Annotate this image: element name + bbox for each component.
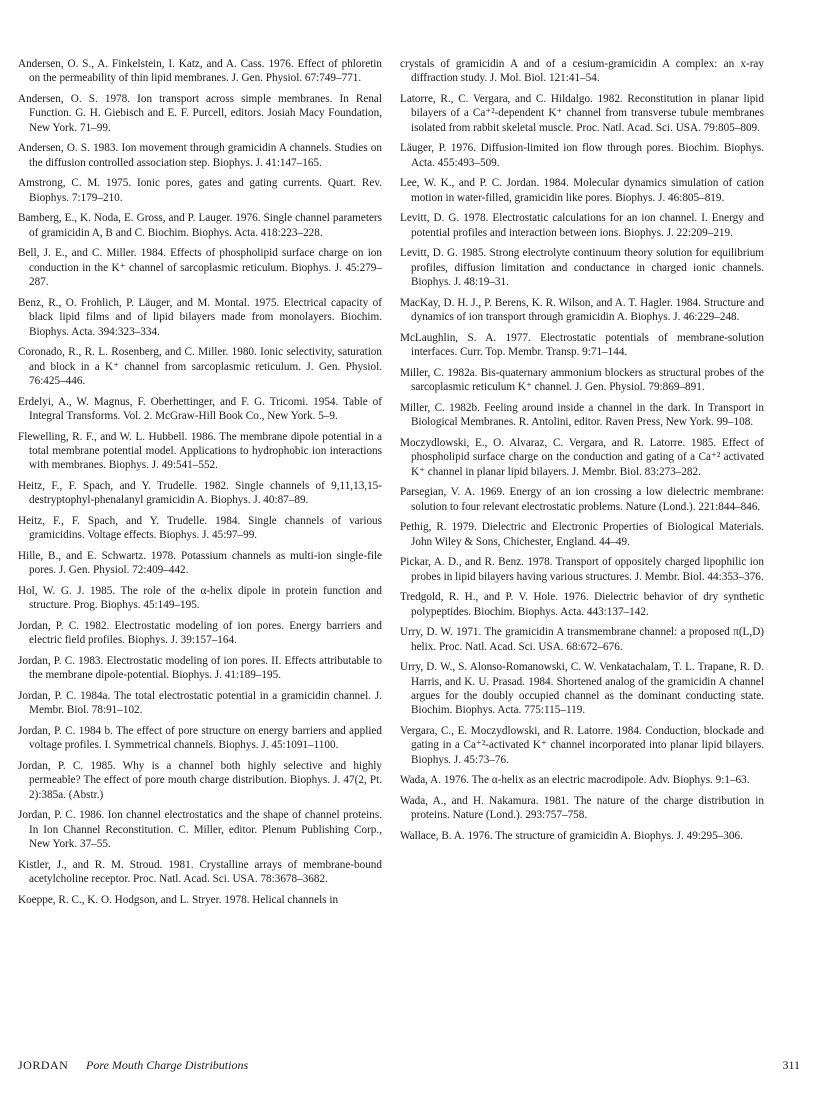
reference-entry: Bell, J. E., and C. Miller. 1984. Effects of phospholipid surface charge on ion conduction in the K⁺ channel of sarcoplasmic reticulum. Biophys. J. 45:279–287. — [18, 247, 382, 289]
reference-entry: Jordan, P. C. 1982. Electrostatic modeling of ion pores. Energy barriers and electric field profiles. Biophys. J. 39:157–164. — [18, 620, 382, 647]
reference-entry: Parsegian, V. A. 1969. Energy of an ion crossing a low dielectric membrane: solution to four relevant electrostatic problems. Nature (Lond.). 221:844–846. — [400, 486, 764, 513]
reference-entry: Wallace, B. A. 1976. The structure of gramicidin A. Biophys. J. 49:295–306. — [400, 830, 743, 843]
reference-entry: Jordan, P. C. 1985. Why is a channel both highly selective and highly permeable? The effect of pore mouth charge distribution. Biophys. J. 47(2, Pt. 2):385a. (Abstr.) — [18, 760, 382, 801]
reference-entry: Urry, D. W., S. Alonso-Romanowski, C. W. Venkatachalam, T. L. Trapane, R. D. Harris, and K. U. Prasad. 1984. Shortened analog of the gramicidin A channel argues for the doubly occupied channel as the dominant conducting state. Biochim. Biophys. Acta. 775:115–119. — [400, 661, 764, 717]
reference-entry: Lee, W. K., and P. C. Jordan. 1984. Molecular dynamics simulation of cation motion in water-filled, gramicidin like pores. Biophys. J. 46:805–819. — [400, 177, 764, 204]
reference-entry: Urry, D. W. 1971. The gramicidin A transmembrane channel: a proposed π(L,D) helix. Proc. Natl. Acad. Sci. USA. 68:672–676. — [400, 626, 764, 653]
reference-entry: Pethig, R. 1979. Dielectric and Electronic Properties of Biological Materials. John Wiley & Sons, Chichester, England. 44–49. — [400, 521, 764, 548]
reference-entry: Läuger, P. 1976. Diffusion-limited ion flow through pores. Biochim. Biophys. Acta. 455:493–509. — [400, 142, 764, 169]
reference-entry: Andersen, O. S. 1983. Ion movement through gramicidin A channels. Studies on the diffusion controlled association step. Biophys. J. 41:147–165. — [18, 142, 382, 169]
reference-entry: Hille, B., and E. Schwartz. 1978. Potassium channels as multi-ion single-file pores. J. Gen. Physiol. 72:409–442. — [18, 550, 382, 577]
reference-entry: Benz, R., O. Frohlich, P. Läuger, and M. Montal. 1975. Electrical capacity of black lipid films and of lipid bilayers made from monolayers. Biochim. Biophys. Acta. 394:323–334. — [18, 296, 382, 338]
reference-entry: Pickar, A. D., and R. Benz. 1978. Transport of oppositely charged lipophilic ion probes in lipid bilayers having various structures. J. Membr. Biol. 44:353–376. — [400, 556, 764, 583]
reference-entry: Levitt, D. G. 1978. Electrostatic calculations for an ion channel. I. Energy and potential profiles and interaction between ions. Biophys. J. 22:209–219. — [400, 212, 764, 239]
reference-entry: Jordan, P. C. 1984a. The total electrostatic potential in a gramicidin channel. J. Membr. Biol. 78:91–102. — [18, 690, 382, 717]
references-column-right — [400, 57, 764, 850]
references-column-left — [18, 57, 382, 913]
reference-entry: Flewelling, R. F., and W. L. Hubbell. 1986. The membrane dipole potential in a total membrane potential model. Applications to hydrophobic ion interactions with membranes. Biophys. J. 49:541–552. — [18, 430, 382, 472]
reference-entry: Moczydlowski, E., O. Alvaraz, C. Vergara, and R. Latorre. 1985. Effect of phospholipid surface charge on the conduction and gating of a Ca⁺² activated K⁺ channel in planar lipid bilayers. J. Membr. Biol. 83:273–282. — [400, 436, 764, 478]
page-footer — [18, 1058, 800, 1074]
reference-entry: Vergara, C., E. Moczydlowski, and R. Latorre. 1984. Conduction, blockade and gating in a Ca⁺²-activated K⁺ channel incorporated into planar lipid bilayers. Biophys. J. 45:73–76. — [400, 725, 764, 766]
reference-entry: Andersen, O. S. 1978. Ion transport across simple membranes. In Renal Function. G. H. Giebisch and E. F. Purcell, editors. Josiah Macy Foundation, New York. 71–99. — [18, 93, 382, 134]
reference-entry: Miller, C. 1982a. Bis-quaternary ammonium blockers as structural probes of the sarcoplasmic reticulum K⁺ channel. J. Gen. Physiol. 79:869–891. — [400, 366, 764, 394]
reference-entry: Jordan, P. C. 1986. Ion channel electrostatics and the shape of channel proteins. In Ion Channel Reconstitution. C. Miller, editor. Plenum Publishing Corp., New York. 37–55. — [18, 809, 382, 851]
reference-entry: McLaughlin, S. A. 1977. Electrostatic potentials of membrane-solution interfaces. Curr. Top. Membr. Transp. 9:71–144. — [400, 331, 764, 359]
page-number: 311 — [782, 1058, 800, 1072]
reference-entry: Jordan, P. C. 1983. Electrostatic modeling of ion pores. II. Effects attributable to the membrane dipole-potential. Biophys. J. 41:189–195. — [18, 655, 382, 682]
reference-entry-continued: crystals of gramicidin A and of a cesium-gramicidin A complex: an x-ray diffraction study. J. Mol. Biol. 121:41–54. — [400, 58, 764, 85]
reference-entry: Kistler, J., and R. M. Stroud. 1981. Crystalline arrays of membrane-bound acetylcholine receptor. Proc. Natl. Acad. Sci. USA. 78:3678–3682. — [18, 858, 382, 886]
reference-entry: Erdelyi, A., W. Magnus, F. Oberhettinger, and F. G. Tricomi. 1954. Table of Integral Transforms. Vol. 2. McGraw-Hill Book Co., New York. 5–9. — [18, 395, 382, 423]
footer-running-title: Pore Mouth Charge Distributions — [86, 1058, 249, 1072]
reference-entry: Miller, C. 1982b. Feeling around inside a channel in the dark. In Transport in Biological Membranes. R. Antolini, editor. Raven Press, New York. 99–108. — [400, 401, 764, 429]
reference-entry: Coronado, R., R. L. Rosenberg, and C. Miller. 1980. Ionic selectivity, saturation and block in a K⁺ channel from sarcoplasmic reticulum. J. Gen. Physiol. 76:425–446. — [18, 346, 382, 388]
reference-entry: Koeppe, R. C., K. O. Hodgson, and L. Stryer. 1978. Helical channels in — [18, 893, 339, 906]
reference-entry: MacKay, D. H. J., P. Berens, K. R. Wilson, and A. T. Hagler. 1984. Structure and dynamics of ion transport through gramicidin A. Biophys. J. 46:229–248. — [400, 296, 764, 324]
reference-entry: Heitz, F., F. Spach, and Y. Trudelle. 1982. Single channels of 9,11,13,15-destryptophyl-phenalanyl gramicidin A. Biophys. J. 40:87–89. — [18, 480, 382, 507]
reference-entry: Heitz, F., F. Spach, and Y. Trudelle. 1984. Single channels of various gramicidins. Voltage effects. Biophys. J. 45:97–99. — [18, 515, 382, 542]
reference-entry: Latorre, R., C. Vergara, and C. Hildalgo. 1982. Reconstitution in planar lipid bilayers of a Ca⁺²-dependent K⁺ channel from transverse tubule membranes isolated from rabbit skeletal muscle. Proc. Natl. Acad. Sci. USA. 79:805–809. — [400, 93, 764, 134]
reference-entry: Tredgold, R. H., and P. V. Hole. 1976. Dielectric behavior of dry synthetic polypeptides. Biochim. Biophys. Acta. 443:137–142. — [400, 591, 764, 618]
reference-entry: Amstrong, C. M. 1975. Ionic pores, gates and gating currents. Quart. Rev. Biophys. 7:179–210. — [18, 177, 382, 204]
reference-entry: Levitt, D. G. 1985. Strong electrolyte continuum theory solution for equilibrium profiles, diffusion limitation and conductance in charged ionic channels. Biophys. J. 48:19–31. — [400, 247, 764, 289]
reference-entry: Bamberg, E., K. Noda, E. Gross, and P. Lauger. 1976. Single channel parameters of gramicidin A, B and C. Biochim. Biophys. Acta. 418:223–228. — [18, 212, 382, 239]
reference-entry: Wada, A., and H. Nakamura. 1981. The nature of the charge distribution in proteins. Nature (Lond.). 293:757–758. — [400, 795, 764, 822]
reference-entry: Hol, W. G. J. 1985. The role of the α-helix dipole in protein function and structure. Prog. Biophys. 45:149–195. — [18, 585, 382, 612]
footer-author: JORDAN — [18, 1058, 69, 1072]
reference-entry: Wada, A. 1976. The α-helix as an electric macrodipole. Adv. Biophys. 9:1–63. — [400, 774, 750, 787]
reference-entry: Jordan, P. C. 1984 b. The effect of pore structure on energy barriers and applied voltage profiles. I. Symmetrical channels. Biophys. J. 45:1091–1100. — [18, 725, 382, 752]
reference-entry: Andersen, O. S., A. Finkelstein, I. Katz, and A. Cass. 1976. Effect of phloretin on the permeability of thin lipid membranes. J. Gen. Physiol. 67:749–771. — [18, 58, 382, 85]
